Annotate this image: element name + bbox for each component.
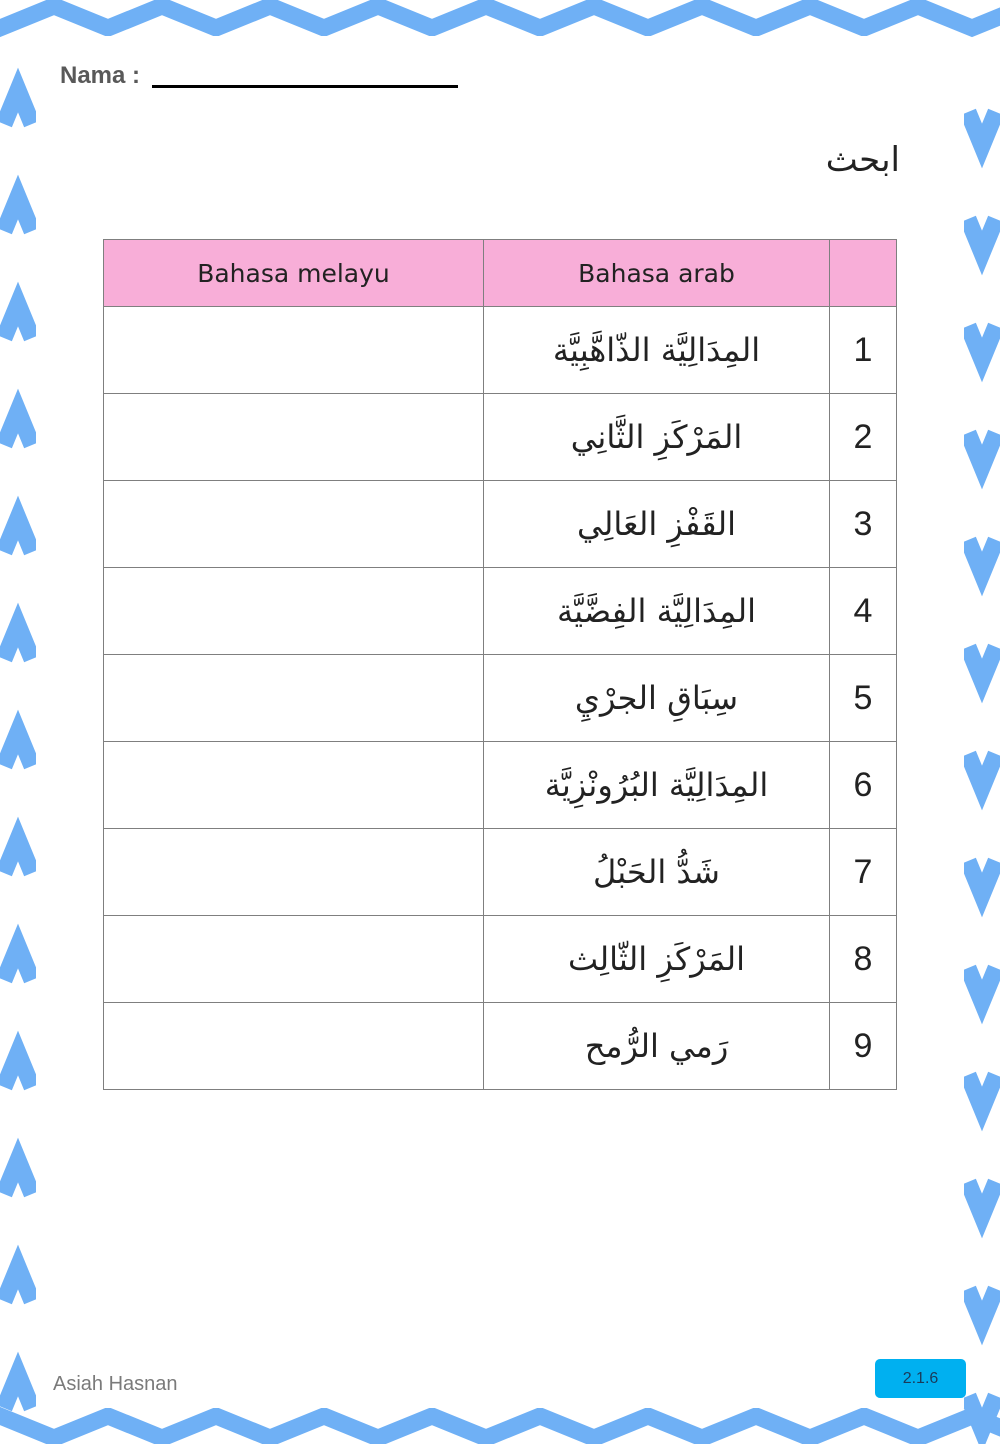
table-header-row bbox=[104, 240, 897, 307]
column-header-number bbox=[830, 240, 897, 307]
row-number-cell: 1 bbox=[830, 307, 897, 394]
table-row bbox=[104, 568, 897, 655]
answer-cell-malay[interactable] bbox=[104, 481, 484, 568]
answer-cell-malay[interactable] bbox=[104, 829, 484, 916]
column-header-arabic: Bahasa arab bbox=[484, 240, 830, 307]
table-row bbox=[104, 481, 897, 568]
table-row bbox=[104, 655, 897, 742]
row-number-cell: 5 bbox=[830, 655, 897, 742]
answer-cell-malay[interactable] bbox=[104, 655, 484, 742]
table-row bbox=[104, 916, 897, 1003]
worksheet-heading: ابحث bbox=[825, 140, 900, 180]
answer-cell-malay[interactable] bbox=[104, 307, 484, 394]
answer-cell-malay[interactable] bbox=[104, 568, 484, 655]
arabic-word-cell: المِدَالِيَّة الذّاهَّبِيَّة bbox=[484, 307, 830, 394]
answer-cell-malay[interactable] bbox=[104, 742, 484, 829]
table-row bbox=[104, 829, 897, 916]
name-label: Nama : bbox=[60, 62, 141, 89]
answer-cell-malay[interactable] bbox=[104, 394, 484, 481]
arabic-word-cell: المِدَالِيَّة الفِضَّيَّة bbox=[484, 568, 830, 655]
row-number-cell: 9 bbox=[830, 1003, 897, 1090]
arabic-word-cell: رَمي الرُّمح bbox=[484, 1003, 830, 1090]
row-number-cell: 6 bbox=[830, 742, 897, 829]
row-number-cell: 2 bbox=[830, 394, 897, 481]
vocabulary-table bbox=[103, 239, 897, 1090]
arabic-word-cell: المَرْكَزِ الثّالِث bbox=[484, 916, 830, 1003]
name-blank-line[interactable] bbox=[152, 85, 458, 88]
arabic-word-cell: المِدَالِيَّة البُرُونْزِيَّة bbox=[484, 742, 830, 829]
answer-cell-malay[interactable] bbox=[104, 1003, 484, 1090]
table-row bbox=[104, 307, 897, 394]
table-row bbox=[104, 394, 897, 481]
row-number-cell: 8 bbox=[830, 916, 897, 1003]
column-header-malay: Bahasa melayu bbox=[104, 240, 484, 307]
row-number-cell: 4 bbox=[830, 568, 897, 655]
arabic-word-cell: شَدُّ الحَبْلُ bbox=[484, 829, 830, 916]
author-name: Asiah Hasnan bbox=[53, 1373, 178, 1395]
table-row bbox=[104, 1003, 897, 1090]
name-field bbox=[60, 62, 458, 90]
row-number-cell: 7 bbox=[830, 829, 897, 916]
code-badge: 2.1.6 bbox=[875, 1359, 966, 1398]
arabic-word-cell: سِبَاقِ الجرْيِ bbox=[484, 655, 830, 742]
answer-cell-malay[interactable] bbox=[104, 916, 484, 1003]
arabic-word-cell: القَفْزِ العَالِي bbox=[484, 481, 830, 568]
table-row bbox=[104, 742, 897, 829]
row-number-cell: 3 bbox=[830, 481, 897, 568]
arabic-word-cell: المَرْكَزِ الثَّانِي bbox=[484, 394, 830, 481]
